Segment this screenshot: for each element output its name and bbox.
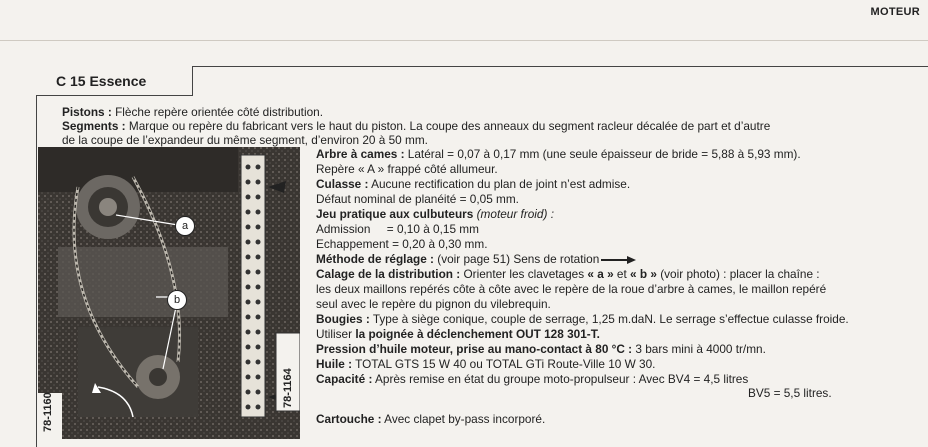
cartouche-text: Avec clapet by-pass incorporé. <box>381 412 546 426</box>
calage-line <box>316 267 820 281</box>
bougies-label: Bougies : <box>316 312 370 326</box>
capacite-line <box>316 372 748 386</box>
calage-text2: (voir photo) : placer la chaîne : <box>656 267 820 281</box>
utiliser-text: Utiliser <box>316 327 356 341</box>
repere-line: Repère « A » frappé côté allumeur. <box>316 162 498 176</box>
echappement-line: Echappement = 0,20 à 0,30 mm. <box>316 237 488 251</box>
calage-a: « a » <box>584 267 614 281</box>
pistons-label: Pistons : <box>62 105 112 119</box>
segments-line-2: de la coupe de l’expandeur du même segment, d’environ 20 à 50 mm. <box>62 133 428 147</box>
utiliser-line <box>316 327 600 341</box>
huile-label: Huile : <box>316 357 353 371</box>
segments-text: Marque ou repère du fabricant vers le haut du piston. La coupe des anneaux du segment racleur décalée de part et d’autre <box>125 119 771 133</box>
methode-line <box>316 252 637 266</box>
admission-line: Admission = 0,10 à 0,15 mm <box>316 222 479 236</box>
divider <box>0 40 928 41</box>
arbre-label: Arbre à cames : <box>316 147 405 161</box>
utiliser-bold: la poignée à déclenchement OUT 128 301-T. <box>355 327 600 341</box>
culasse-text: Aucune rectification du plan de joint n’est admise. <box>368 177 631 191</box>
capacite-line-2: BV5 = 5,5 litres. <box>748 386 832 400</box>
section-header: MOTEUR <box>870 6 920 18</box>
callout-a: a <box>175 216 195 236</box>
capacite-text: Après remise en état du groupe moto-propulseur : Avec BV4 = 4,5 litres <box>372 372 749 386</box>
pression-text: 3 bars mini à 4000 tr/mn. <box>632 342 766 356</box>
calage-line-2: les deux maillons repérés côte à côte avec le repère de la roue d’arbre à cames, le maillon repéré <box>316 282 827 296</box>
bougies-line <box>316 312 849 326</box>
callout-b: b <box>167 290 187 310</box>
calage-b: « b » <box>626 267 657 281</box>
calage-line-3: seul avec le repère du pignon du vilebrequin. <box>316 297 551 311</box>
culasse-line <box>316 177 630 191</box>
pression-line <box>316 342 766 356</box>
jeu-italic: (moteur froid) : <box>473 207 554 221</box>
jeu-label: Jeu pratique aux culbuteurs <box>316 207 474 221</box>
cartouche-label: Cartouche : <box>316 412 382 426</box>
calage-text: Orienter les clavetages <box>460 267 585 281</box>
huile-text: TOTAL GTS 15 W 40 ou TOTAL GTi Route-Ville 10 W 30. <box>352 357 656 371</box>
arbre-text: Latéral = 0,07 à 0,17 mm (une seule épaisseur de bride = 5,88 à 5,93 mm). <box>404 147 801 161</box>
bougies-text: Type à siège conique, couple de serrage, 1,25 m.daN. Le serrage s’effectue culasse froide. <box>369 312 849 326</box>
figure-label-right: 78-1164 <box>282 368 294 408</box>
segments-line <box>62 119 770 133</box>
calage-label: Calage de la distribution : <box>316 267 461 281</box>
methode-label: Méthode de réglage : <box>316 252 434 266</box>
methode-text: (voir page 51) Sens de rotation <box>434 252 600 266</box>
huile-line <box>316 357 655 371</box>
pistons-text: Flèche repère orientée côté distribution. <box>111 105 323 119</box>
cartouche-line <box>316 412 545 426</box>
capacite-label: Capacité : <box>316 372 373 386</box>
figure-label-left: 78-1160 <box>42 392 54 432</box>
segments-label: Segments : <box>62 119 126 133</box>
rotation-arrow-icon <box>601 255 637 265</box>
box-title: C 15 Essence <box>56 73 147 89</box>
jeu-line <box>316 207 554 221</box>
arbre-line <box>316 147 801 161</box>
culasse-label: Culasse : <box>316 177 369 191</box>
pistons-line <box>62 105 323 119</box>
calage-et: et <box>613 267 627 281</box>
defaut-line: Défaut nominal de planéité = 0,05 mm. <box>316 192 519 206</box>
pression-label: Pression d’huile moteur, prise au mano-contact à 80 °C : <box>316 342 633 356</box>
